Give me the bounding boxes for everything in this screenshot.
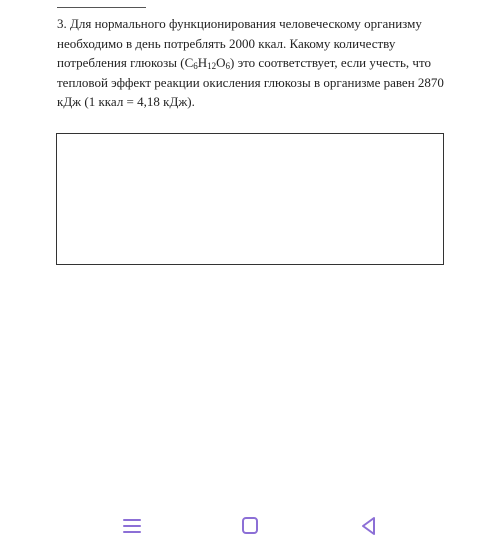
question-text: [57, 14, 457, 112]
answer-box[interactable]: [56, 133, 444, 265]
menu-icon[interactable]: [120, 515, 144, 537]
formula-h-sub: 12: [207, 61, 217, 71]
question-body-start: Для нормального функционирования человеческому организму необходимо в день потреблять 2000 ккал. Какому количеству потребления глюкозы (: [57, 16, 422, 70]
glucose-formula: [185, 55, 230, 70]
formula-o: O: [216, 55, 226, 70]
back-icon[interactable]: [357, 515, 381, 537]
question-number: 3.: [57, 16, 67, 31]
question-body-end: ) это соответствует, если учесть, что тепловой эффект реакции окисления глюкозы в организме равен 2870 кДж (1 ккал = 4,18 кДж).: [57, 55, 444, 109]
home-icon[interactable]: [238, 515, 262, 537]
formula-h: H: [197, 55, 208, 70]
formula-c-sub: 6: [193, 61, 198, 71]
top-rule: [57, 7, 146, 8]
system-nav-bar: [0, 505, 500, 545]
formula-o-sub: 6: [225, 61, 231, 71]
formula-c: C: [184, 55, 194, 70]
